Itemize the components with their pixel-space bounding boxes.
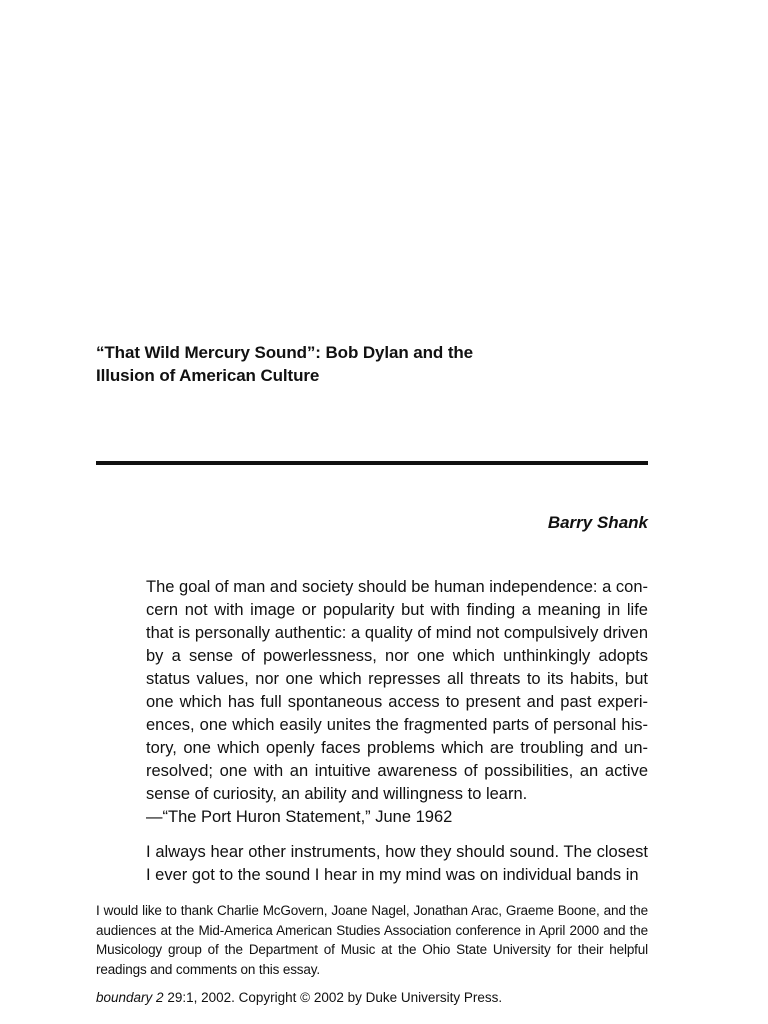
body-paragraph: I always hear other instruments, how they should sound. The closest I ever got to the sound I hear in my mind was on individual bands in xyxy=(146,843,648,884)
acknowledgment-footnote: I would like to thank Charlie McGovern, Joane Nagel, Jonathan Arac, Graeme Boone, and the audiences at the Mid-America American Studies Association conference in April 2000 and the Musicology group of the Department of Music at the Ohio State University for their helpful readings and comments on this essay. xyxy=(96,903,648,977)
citation-details: 29:1, 2002. Copyright © 2002 by Duke University Press. xyxy=(163,990,503,1005)
article-title-line-1: “That Wild Mercury Sound”: Bob Dylan and the xyxy=(96,343,474,362)
epigraph-attribution: —“The Port Huron Statement,” June 1962 xyxy=(146,808,453,826)
title-divider-rule xyxy=(96,461,648,465)
epigraph-quote: The goal of man and society should be human independence: a con-cern not with image or popularity but with finding a meaning in life that is personally authentic: a quality of mind not compulsively driven by a sense of powerlessness, nor one which unthinkingly adopts status values, nor one which represses all threats to its habits, but one which has full spontaneous access to present and past experi-ences, one which easily unites the fragmented parts of personal his-tory, one which openly faces problems which are troubling and un-resolved; one with an intuitive awareness of possibilities, an active sense of curiosity, an ability and willingness to learn. xyxy=(146,578,648,803)
journal-name: boundary 2 xyxy=(96,990,164,1005)
article-title xyxy=(96,341,536,387)
author-name: Barry Shank xyxy=(547,513,648,532)
article-title-line-2: Illusion of American Culture xyxy=(96,366,320,385)
journal-citation xyxy=(96,988,502,1007)
